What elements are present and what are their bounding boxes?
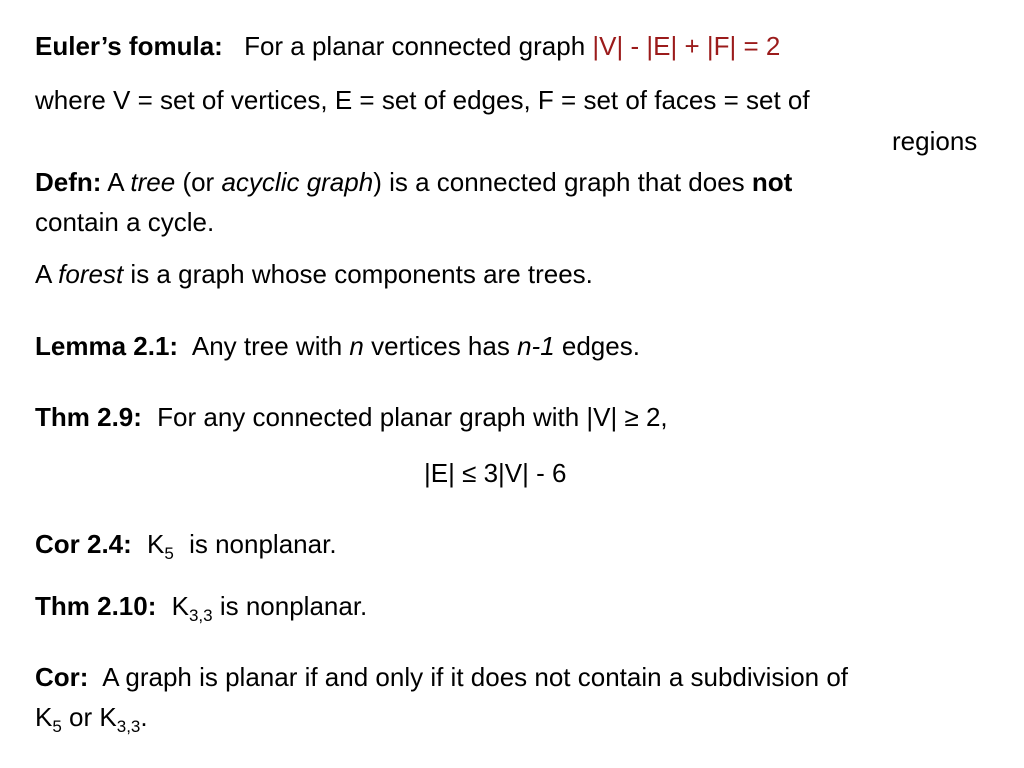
cor-label: Cor: [35, 662, 89, 692]
cor-line-1 [35, 661, 848, 693]
euler-where-text: where V = set of vertices, E = set of edges, F = set of faces = set of [35, 85, 810, 115]
lemma-t2: vertices has [371, 331, 510, 361]
cor-k1: K [35, 702, 53, 732]
defn-line2: contain a cycle. [35, 207, 215, 237]
cor-sub1: 5 [52, 717, 62, 736]
defn-tree: tree [130, 167, 176, 197]
thm29-formula: |E| ≤ 3|V| - 6 [424, 458, 567, 488]
euler-regions-text: regions [892, 126, 978, 156]
thm210-line [35, 590, 368, 625]
lemma-t3: edges. [561, 331, 640, 361]
cor-or: or [69, 702, 93, 732]
forest-t1: A [35, 259, 51, 289]
cor24-k: K [147, 529, 165, 559]
thm29-label: Thm 2.9: [35, 402, 142, 432]
cor-text: A graph is planar if and only if it does not contain a subdivision of [102, 662, 849, 692]
thm210-text: is nonplanar. [219, 591, 368, 621]
cor24-sub: 5 [164, 544, 174, 563]
thm210-k: K [171, 591, 189, 621]
cor-line-2 [35, 701, 148, 736]
cor-k2: K [99, 702, 117, 732]
cor24-line [35, 528, 337, 563]
euler-text: For a planar connected graph [244, 31, 586, 61]
thm29-text: For any connected planar graph with |V| ≥ 2, [157, 402, 668, 432]
cor24-text: is nonplanar. [189, 529, 337, 559]
cor-sub2: 3,3 [116, 717, 141, 736]
euler-regions-line [892, 125, 977, 157]
lemma-n1: n-1 [517, 331, 555, 361]
defn-acyclic: acyclic graph [221, 167, 374, 197]
cor24-label: Cor 2.4: [35, 529, 132, 559]
defn-label: Defn: [35, 167, 102, 197]
thm29-formula-line [424, 457, 566, 489]
forest-word: forest [58, 259, 124, 289]
euler-label: Euler’s fomula: [35, 31, 223, 61]
defn-t2: (or [182, 167, 215, 197]
lemma-n: n [349, 331, 364, 361]
defn-not: not [751, 167, 793, 197]
thm210-sub: 3,3 [188, 606, 213, 625]
lemma-t1: Any tree with [191, 331, 343, 361]
defn-t3: ) is a connected graph that does [373, 167, 745, 197]
euler-where-line [35, 84, 810, 116]
defn-line-1 [35, 166, 792, 198]
thm29-line [35, 401, 668, 433]
euler-formula: |V| - |E| + |F| = 2 [592, 31, 781, 61]
lemma-line [35, 330, 640, 362]
defn-t1: A [107, 167, 124, 197]
defn-line-2 [35, 206, 214, 238]
thm210-label: Thm 2.10: [35, 591, 157, 621]
euler-formula-line [35, 30, 780, 62]
forest-t2: is a graph whose components are trees. [130, 259, 593, 289]
forest-line [35, 258, 593, 290]
lemma-label: Lemma 2.1: [35, 331, 179, 361]
cor-period: . [140, 702, 148, 732]
